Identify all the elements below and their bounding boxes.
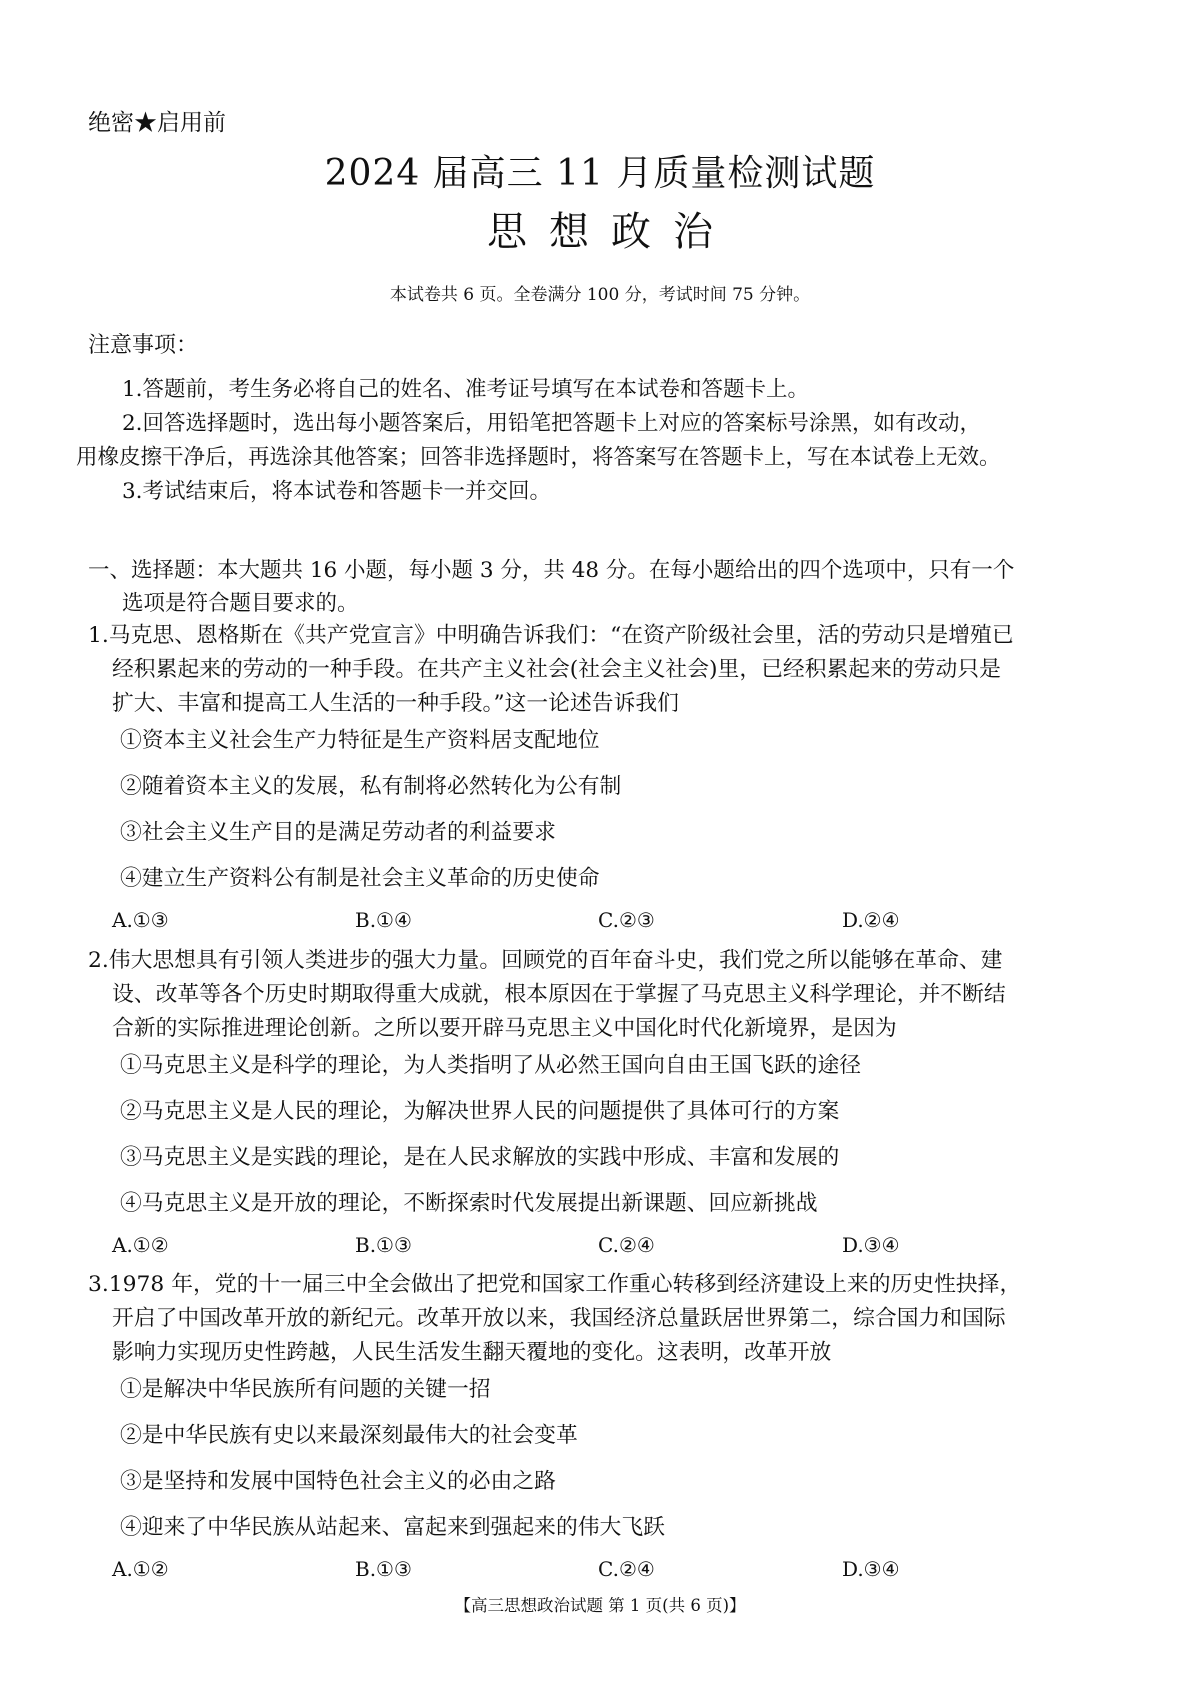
- answer-choice-a: A.①③: [112, 908, 169, 932]
- exam-info: 本试卷共 6 页。全卷满分 100 分，考试时间 75 分钟。: [389, 285, 811, 305]
- note-item: 1.答题前，考生务必将自己的姓名、准考证号填写在本试卷和答题卡上。: [122, 377, 810, 402]
- question-stem-line: 2.伟大思想具有引领人类进步的强大力量。回顾党的百年奋斗史，我们党之所以能够在革命、建: [88, 948, 1003, 973]
- answer-choice-a: A.①②: [112, 1233, 169, 1257]
- confidential-label: 绝密★启用前: [88, 110, 226, 136]
- section-heading-cont: 选项是符合题目要求的。: [122, 591, 359, 616]
- section-heading: 一、选择题：本大题共 16 小题，每小题 3 分，共 48 分。在每小题给出的四个选项中，只有一个: [88, 558, 1015, 583]
- question-option: ③社会主义生产目的是满足劳动者的利益要求: [120, 820, 556, 845]
- answer-choice-d: D.③④: [842, 1233, 900, 1257]
- subject-title: 思想政治: [487, 209, 735, 255]
- answer-choice-a: A.①②: [112, 1557, 169, 1581]
- question-option: ①马克思主义是科学的理论，为人类指明了从必然王国向自由王国飞跃的途径: [120, 1053, 862, 1078]
- answer-choice-d: D.②④: [842, 908, 900, 932]
- question-option: ①资本主义社会生产力特征是生产资料居支配地位: [120, 728, 600, 753]
- question-option: ③马克思主义是实践的理论，是在人民求解放的实践中形成、丰富和发展的: [120, 1145, 840, 1170]
- question-stem-line: 开启了中国改革开放的新纪元。改革开放以来，我国经济总量跃居世界第二，综合国力和国际: [112, 1306, 1006, 1331]
- answer-choice-d: D.③④: [842, 1557, 900, 1581]
- question-option: ①是解决中华民族所有问题的关键一招: [120, 1377, 491, 1402]
- question-stem-line: 影响力实现历史性跨越，人民生活发生翻天覆地的变化。这表明，改革开放: [112, 1340, 832, 1365]
- question-option: ④建立生产资料公有制是社会主义革命的历史使命: [120, 866, 600, 891]
- question-option: ②马克思主义是人民的理论，为解决世界人民的问题提供了具体可行的方案: [120, 1099, 840, 1124]
- exam-title: 2024 届高三 11 月质量检测试题: [324, 153, 876, 194]
- question-option: ④迎来了中华民族从站起来、富起来到强起来的伟大飞跃: [120, 1515, 665, 1540]
- answer-choice-b: B.①③: [355, 1233, 412, 1257]
- question-stem-line: 经积累起来的劳动的一种手段。在共产主义社会(社会主义社会)里，已经积累起来的劳动只是: [112, 657, 1001, 682]
- answer-choice-c: C.②④: [598, 1233, 655, 1257]
- question-stem-line: 合新的实际推进理论创新。之所以要开辟马克思主义中国化时代化新境界，是因为: [112, 1016, 897, 1041]
- answer-choice-b: B.①④: [355, 908, 412, 932]
- answer-choice-c: C.②④: [598, 1557, 655, 1581]
- question-stem-line: 扩大、丰富和提高工人生活的一种手段。”这一论述告诉我们: [112, 691, 679, 716]
- note-item: 3.考试结束后，将本试卷和答题卡一并交回。: [122, 479, 552, 504]
- question-option: ②随着资本主义的发展，私有制将必然转化为公有制: [120, 774, 622, 799]
- note-item: 用橡皮擦干净后，再选涂其他答案；回答非选择题时，将答案写在答题卡上，写在本试卷上无效。: [76, 445, 1001, 470]
- question-option: ④马克思主义是开放的理论，不断探索时代发展提出新课题、回应新挑战: [120, 1191, 818, 1216]
- question-stem-line: 3.1978 年，党的十一届三中全会做出了把党和国家工作重心转移到经济建设上来的历史性抉择，: [88, 1272, 1022, 1297]
- page-footer: 【高三思想政治试题 第 1 页(共 6 页)】: [454, 1596, 746, 1615]
- note-item: 2.回答选择题时，选出每小题答案后，用铅笔把答题卡上对应的答案标号涂黑，如有改动，: [122, 411, 982, 436]
- answer-choice-c: C.②③: [598, 908, 655, 932]
- question-option: ②是中华民族有史以来最深刻最伟大的社会变革: [120, 1423, 578, 1448]
- question-stem-line: 设、改革等各个历史时期取得重大成就，根本原因在于掌握了马克思主义科学理论，并不断结: [112, 982, 1006, 1007]
- notes-title: 注意事项：: [88, 333, 199, 358]
- question-option: ③是坚持和发展中国特色社会主义的必由之路: [120, 1469, 556, 1494]
- answer-choice-b: B.①③: [355, 1557, 412, 1581]
- question-stem-line: 1.马克思、恩格斯在《共产党宣言》中明确告诉我们：“在资产阶级社会里，活的劳动只是增殖已: [88, 623, 1014, 648]
